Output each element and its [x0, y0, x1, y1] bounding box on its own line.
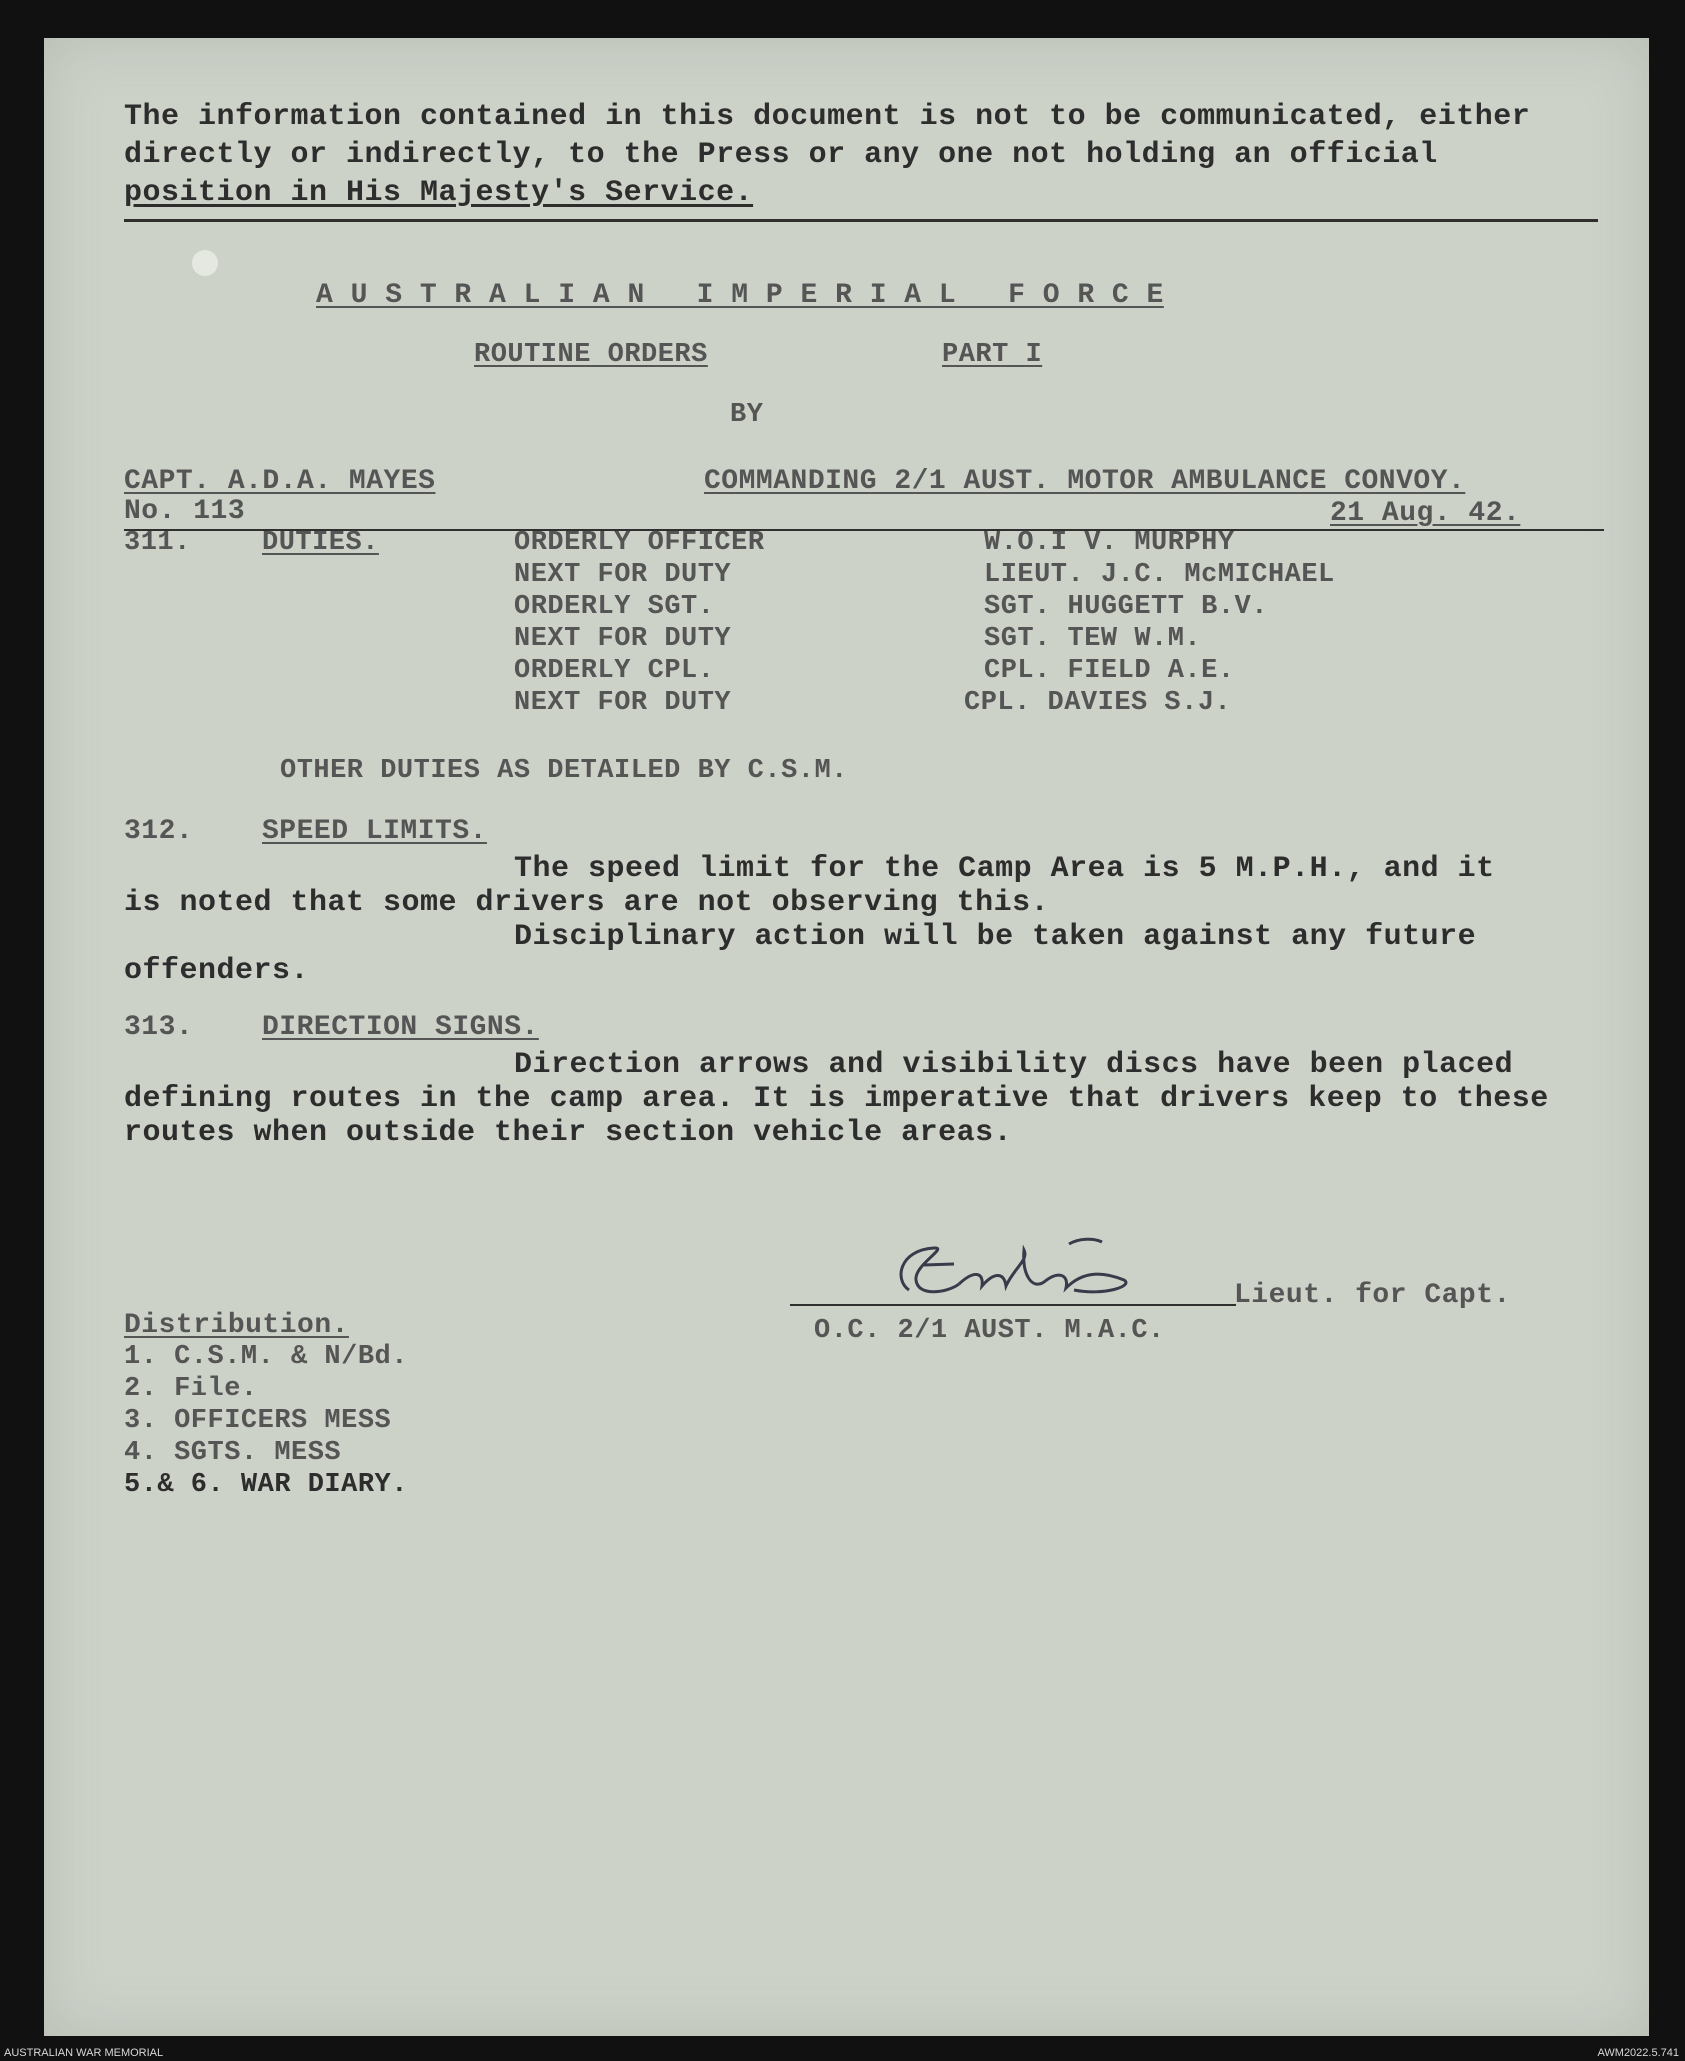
- notice-line-1: The information contained in this document is not to be communicated, either: [124, 100, 1531, 134]
- item-313-text: Direction arrows and visibility discs have been placed: [514, 1048, 1514, 1082]
- duty-person: SGT. HUGGETT B.V.: [984, 592, 1268, 622]
- document-page: [44, 38, 1649, 2036]
- item-311-number: 311.: [124, 528, 191, 558]
- item-313-number: 313.: [124, 1012, 194, 1043]
- notice-line-3: position in His Majesty's Service.: [124, 176, 754, 210]
- duty-person: LIEUT. J.C. McMICHAEL: [984, 560, 1335, 590]
- distribution-item: 3. OFFICERS MESS: [124, 1406, 392, 1436]
- item-313-text: defining routes in the camp area. It is imperative that drivers keep to these: [124, 1082, 1549, 1116]
- orders-number: No. 113: [124, 496, 246, 527]
- item-311-title: DUTIES.: [262, 528, 379, 558]
- item-312-title: SPEED LIMITS.: [262, 816, 487, 847]
- footer-right-id: AWM2022.5.741: [1597, 2047, 1679, 2059]
- notice-line-2: directly or indirectly, to the Press or any one not holding an official: [124, 138, 1438, 172]
- duty-role: NEXT FOR DUTY: [514, 624, 732, 654]
- signature-rank: Lieut. for Capt.: [1234, 1280, 1511, 1311]
- item-312-text: Disciplinary action will be taken against any future: [514, 920, 1477, 954]
- distribution-item: 1. C.S.M. & N/Bd.: [124, 1342, 408, 1372]
- duty-role: NEXT FOR DUTY: [514, 688, 732, 718]
- duty-role: ORDERLY OFFICER: [514, 528, 765, 558]
- signature-line: [790, 1304, 1236, 1306]
- duty-role: ORDERLY CPL.: [514, 656, 715, 686]
- issuer-command: COMMANDING 2/1 AUST. MOTOR AMBULANCE CONVOY.: [704, 466, 1466, 497]
- duty-person: CPL. DAVIES S.J.: [964, 688, 1232, 718]
- item-312-text: is noted that some drivers are not observing this.: [124, 886, 1050, 920]
- duty-role: ORDERLY SGT.: [514, 592, 715, 622]
- duty-person: W.O.I V. MURPHY: [984, 528, 1235, 558]
- issuer-name: CAPT. A.D.A. MAYES: [124, 466, 436, 497]
- by-label: BY: [730, 400, 764, 430]
- duty-role: NEXT FOR DUTY: [514, 560, 732, 590]
- distribution-heading: Distribution.: [124, 1310, 349, 1341]
- other-duties-note: OTHER DUTIES AS DETAILED BY C.S.M.: [280, 756, 848, 786]
- item-312-text: The speed limit for the Camp Area is 5 M.P.H., and it: [514, 852, 1495, 886]
- orders-date: 21 Aug. 42.: [1330, 498, 1521, 529]
- item-312-text: offenders.: [124, 954, 310, 988]
- footer-left-credit: AUSTRALIAN WAR MEMORIAL: [4, 2047, 164, 2059]
- distribution-item: 5.& 6. WAR DIARY.: [124, 1470, 408, 1500]
- duty-person: SGT. TEW W.M.: [984, 624, 1202, 654]
- hole-punch-mark: [192, 250, 218, 276]
- signature-title: O.C. 2/1 AUST. M.A.C.: [814, 1316, 1165, 1346]
- notice-rule: [124, 219, 1598, 222]
- distribution-item: 2. File.: [124, 1374, 258, 1404]
- distribution-item: 4. SGTS. MESS: [124, 1438, 342, 1468]
- routine-orders-title: ROUTINE ORDERS: [474, 340, 708, 370]
- item-312-number: 312.: [124, 816, 194, 847]
- handwritten-signature: [854, 1220, 1174, 1330]
- part-label: PART I: [942, 340, 1043, 370]
- force-heading: A U S T R A L I A N I M P E R I A L F O R C E: [316, 280, 1164, 311]
- item-313-text: routes when outside their section vehicle areas.: [124, 1116, 1013, 1150]
- duty-person: CPL. FIELD A.E.: [984, 656, 1235, 686]
- item-313-title: DIRECTION SIGNS.: [262, 1012, 539, 1043]
